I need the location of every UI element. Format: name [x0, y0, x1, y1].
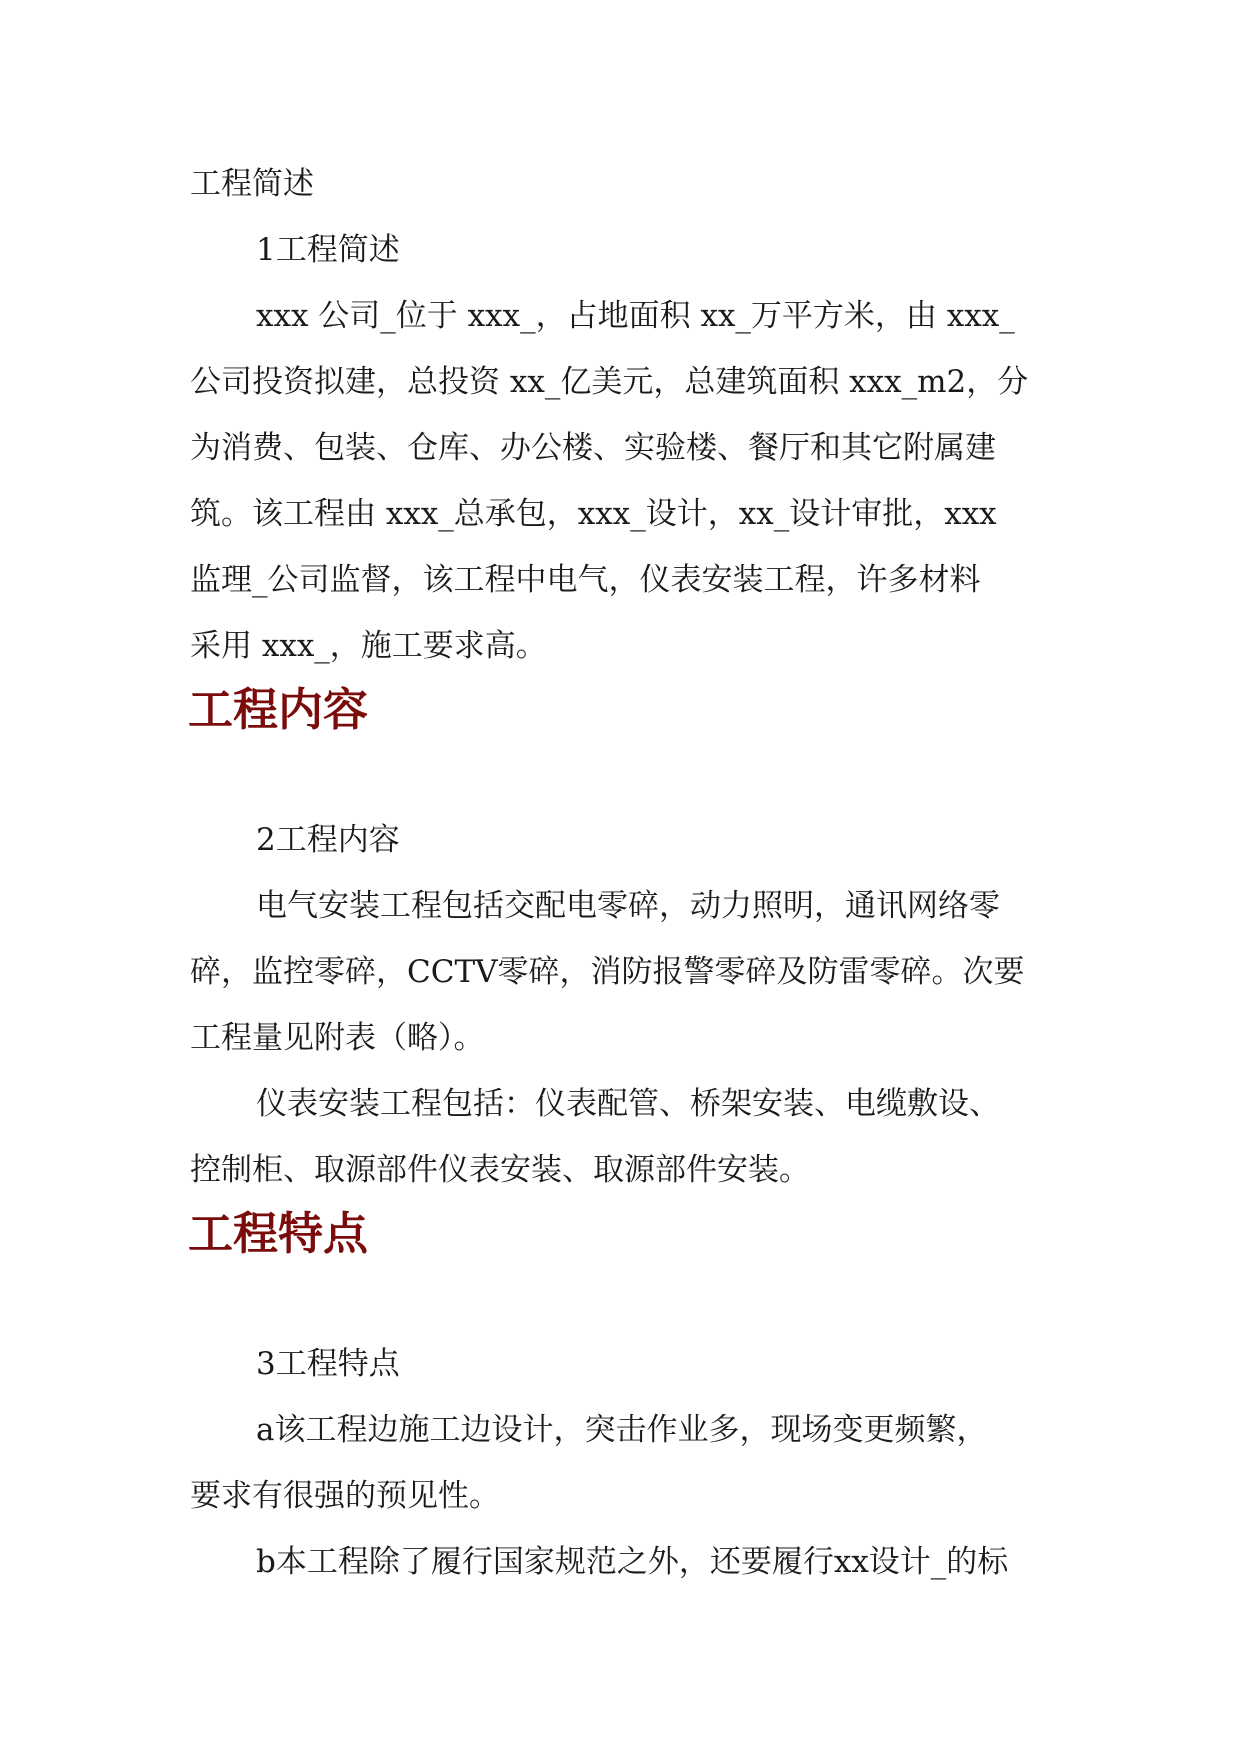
section1-line-6: 采用 xxx_，施工要求高。 [190, 628, 547, 664]
intro-title: 工程简述 [190, 166, 314, 202]
section3-line-1: a该工程边施工边设计，突击作业多，现场变更频繁， [256, 1412, 988, 1448]
section1-line-1: xxx 公司_位于 xxx_，占地面积 xx_万平方米，由 xxx_ [256, 298, 1015, 334]
section2-subtitle: 2工程内容 [256, 822, 400, 858]
section-heading-content: 工程内容 [188, 683, 369, 736]
section-heading-features: 工程特点 [188, 1207, 369, 1260]
section2-line-4: 仪表安装工程包括：仪表配管、桥架安装、电缆敷设、 [256, 1086, 1000, 1122]
section1-line-2: 公司投资拟建，总投资 xx_亿美元，总建筑面积 xxx_m2，分 [190, 364, 1029, 400]
section2-line-2: 碎，监控零碎，CCTV零碎，消防报警零碎及防雷零碎。次要 [190, 954, 1025, 990]
section3-line-2: 要求有很强的预见性。 [190, 1478, 500, 1514]
section1-line-4: 筑。该工程由 xxx_总承包，xxx_设计，xx_设计审批，xxx [190, 496, 997, 532]
section3-line-3: b本工程除了履行国家规范之外，还要履行xx设计_的标 [256, 1544, 1009, 1580]
section3-subtitle: 3工程特点 [256, 1346, 400, 1382]
section2-line-3: 工程量见附表（略）。 [190, 1020, 485, 1056]
section1-line-3: 为消费、包装、仓库、办公楼、实验楼、餐厅和其它附属建 [190, 430, 996, 466]
section2-line-5: 控制柜、取源部件仪表安装、取源部件安装。 [190, 1152, 810, 1188]
section1-subtitle: 1工程简述 [256, 232, 400, 268]
section2-line-1: 电气安装工程包括交配电零碎，动力照明，通讯网络零 [256, 888, 1000, 924]
section1-line-5: 监理_公司监督，该工程中电气，仪表安装工程，许多材料 [190, 562, 981, 598]
